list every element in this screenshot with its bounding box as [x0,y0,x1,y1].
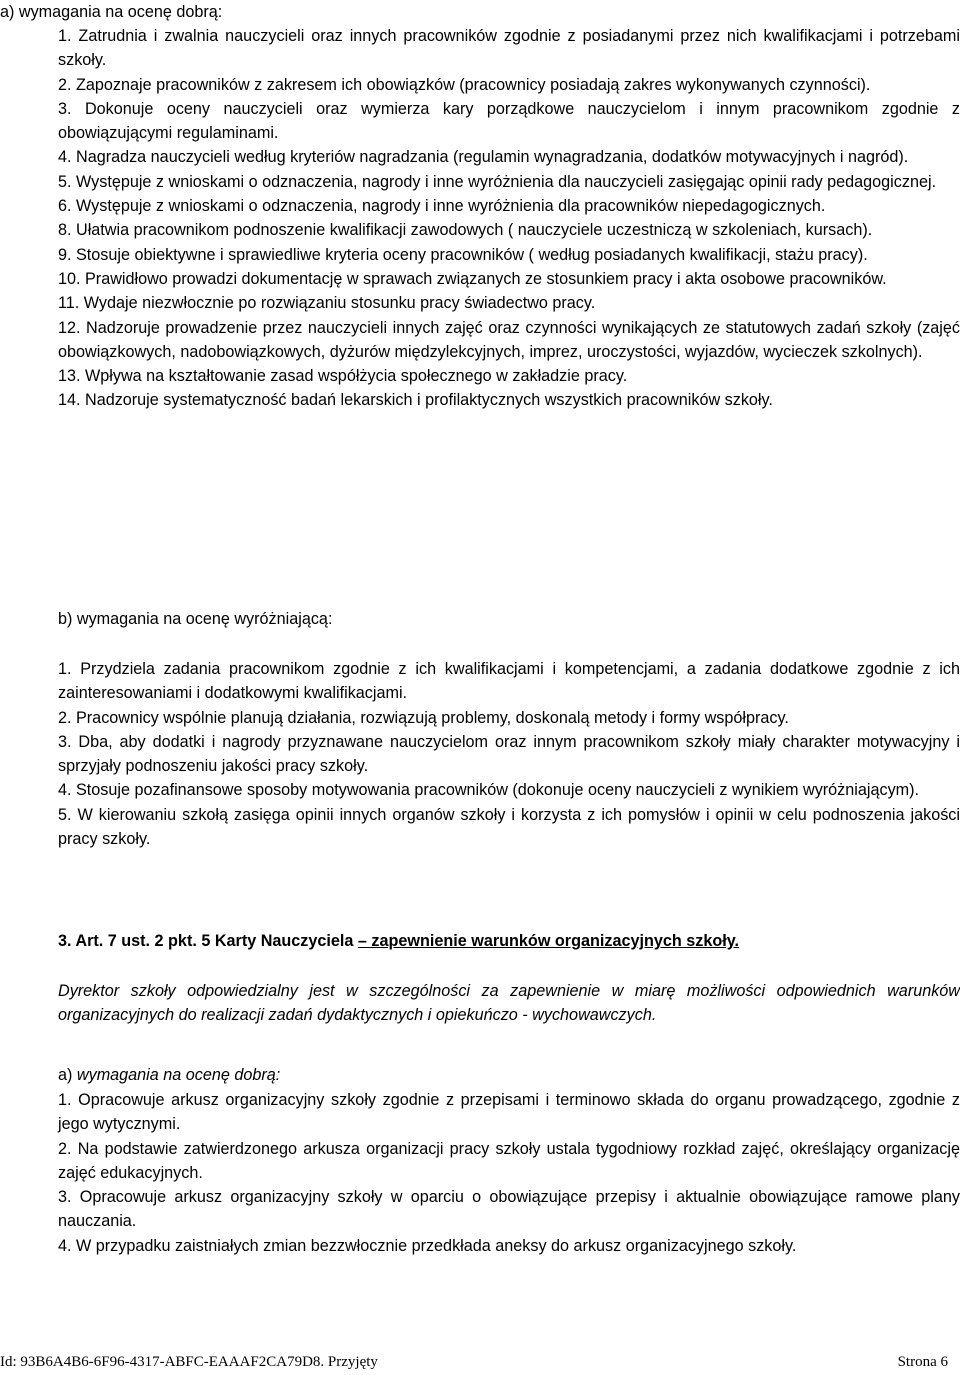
list-item: 8. Ułatwia pracownikom podnoszenie kwalifikacji zawodowych ( nauczyciele uczestniczą w szkoleniach, kursach). [58,221,873,240]
page-footer [0,1352,948,1372]
list-item: 4. Stosuje pozafinansowe sposoby motywowania pracowników (dokonuje oceny nauczycieli z wynikiem wyróżniającym). [58,781,920,800]
list-item: 5. W kierowaniu szkołą zasięga opinii innych organów szkoły i korzysta z ich pomysłów i opinii w celu podnoszenia jakości pracy szkoły. [58,805,960,849]
section-3-dash: – [357,932,367,950]
list-item: 2. Zapoznaje pracowników z zakresem ich obowiązków (pracownicy posiadają zakres wykonywanych czynności). [58,75,871,94]
section-a2-list [58,1088,960,1258]
list-item: 14. Nadzoruje systematyczność badań lekarskich i profilaktycznych wszystkich pracowników szkoły. [58,391,773,410]
section-3-prefix: 3. Art. 7 ust. 2 pkt. 5 Karty Nauczyciela [58,932,358,950]
list-item: 12. Nadzoruje prowadzenie przez nauczycieli innych zajęć oraz czynności wynikających ze statutowych zadań szkoły (zajęć obowiązkowych, nadobowiązkowych, dyżurów międzylekcyjnych, imprez, uroczystości, wyjazdów, wycieczek szkolnych). [58,318,960,361]
section-a1-list [58,24,960,413]
list-item: 4. Nagradza nauczycieli według kryteriów nagradzania (regulamin wynagradzania, dodatków motywacyjnych i nagród). [58,148,909,167]
section-3-description: Dyrektor szkoły odpowiedzialny jest w szczególności za zapewnienie w miarę możliwości odpowiednich warunków organizacyjnych do realizacji zadań dydaktycznych i opiekuńczo - wychowawczych. [58,982,960,1025]
list-item: 3. Dokonuje oceny nauczycieli oraz wymierza kary porządkowe nauczycielom i innym pracownikom zgodnie z obowiązującymi regulaminami. [58,99,960,143]
list-item: 11. Wydaje niezwłocznie po rozwiązaniu stosunku pracy świadectwo pracy. [58,294,596,313]
list-item: 3. Opracowuje arkusz organizacyjny szkoły w oparciu o obowiązujące przepisy i aktualnie obowiązujące ramowe plany nauczania. [58,1188,960,1231]
list-item: 2. Na podstawie zatwierdzonego arkusza organizacji pracy szkoły ustala tygodniowy rozkład zajęć, określający organizację zajęć edukacyjnych. [58,1139,960,1182]
list-item: 1. Opracowuje arkusz organizacyjny szkoły zgodnie z przepisami i terminowo składa do organu prowadzącego, zgodnie z jego wytycznymi. [58,1091,960,1134]
list-item: 3. Dba, aby dodatki i nagrody przyznawane nauczycielom oraz innym pracownikom szkoły miały charakter motywacyjny i sprzyjały podnoszeniu jakości pracy szkoły. [58,732,960,776]
section-a2-heading-text: wymagania na ocenę dobrą: [76,1066,281,1084]
document-id: Id: 93B6A4B6-6F96-4317-ABFC-EAAAF2CA79D8. Przyjęty [0,1354,378,1370]
list-item: 4. W przypadku zaistniałych zmian bezzwłocznie przedkłada aneksy do arkusz organizacyjnego szkoły. [58,1236,797,1255]
list-item: 5. Występuje z wnioskami o odznaczenia, nagrody i inne wyróżnienia dla nauczycieli zasięgając opinii rady pedagogicznej. [58,172,937,191]
section-3-heading [58,929,960,953]
section-a1-heading: a) wymagania na ocenę dobrą: [0,3,223,21]
section-a2-heading [58,1063,960,1087]
section-b-list [58,657,960,851]
section-3-title: zapewnienie warunków organizacyjnych szkoły. [366,932,740,950]
list-item: 10. Prawidłowo prowadzi dokumentację w sprawach związanych ze stosunkiem pracy i akta osobowe pracowników. [58,269,887,288]
list-item: 13. Wpływa na kształtowanie zasad współżycia społecznego w zakładzie pracy. [58,367,628,386]
list-item: 9. Stosuje obiektywne i sprawiedliwe kryteria oceny pracowników ( według posiadanych kwalifikacji, stażu pracy). [58,245,868,264]
section-b-heading: b) wymagania na ocenę wyróżniającą: [58,610,333,628]
page-number: Strona 6 [897,1354,948,1370]
list-item: 1. Zatrudnia i zwalnia nauczycieli oraz innych pracowników zgodnie z posiadanymi przez nich kwalifikacjami i potrzebami szkoły. [58,27,960,70]
list-item: 2. Pracownicy wspólnie planują działania, rozwiązują problemy, doskonalą metody i formy współpracy. [58,708,789,727]
section-a2-heading-prefix: a) [58,1066,77,1084]
list-item: 1. Przydziela zadania pracownikom zgodnie z ich kwalifikacjami i kompetencjami, a zadania dodatkowe zgodnie z ich zainteresowaniami i dodatkowymi kwalifikacjami. [58,660,960,703]
list-item: 6. Występuje z wnioskami o odznaczenia, nagrody i inne wyróżnienia dla pracowników niepedagogicznych. [58,197,826,216]
